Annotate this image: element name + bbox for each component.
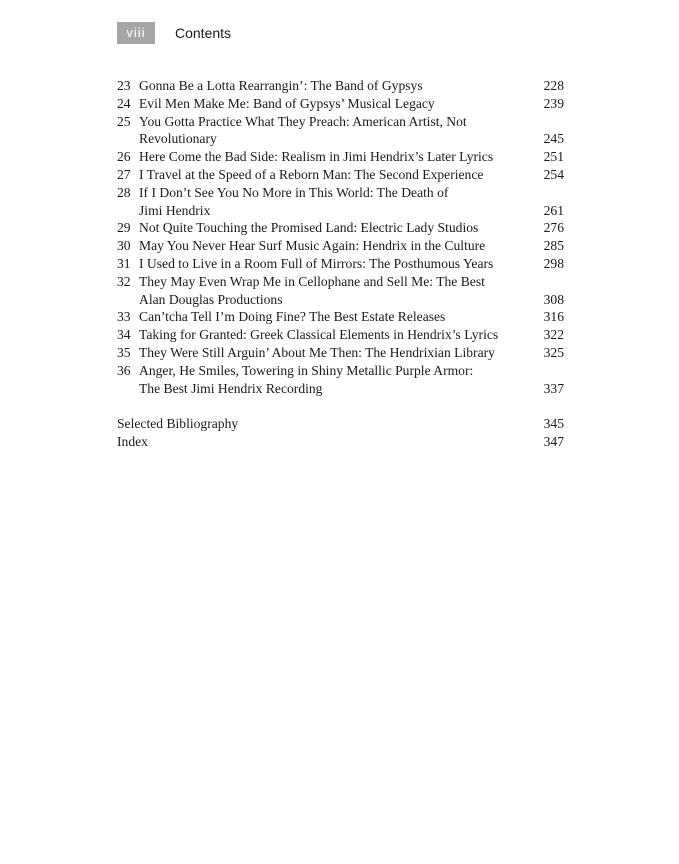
chapter-number: 33 — [117, 309, 131, 325]
chapter-title: They May Even Wrap Me in Cellophane and Sell Me: The Best Alan Douglas Productions — [139, 273, 485, 307]
toc-entry — [117, 113, 564, 149]
chapter-number: 23 — [117, 78, 131, 93]
chapter-title: They Were Still Arguin’ About Me Then: The Hendrixian Library — [139, 344, 495, 360]
page-number: 254 — [543, 166, 564, 182]
chapter-list — [117, 77, 564, 397]
running-head: Contents — [175, 25, 232, 41]
chapter-number: 24 — [117, 95, 131, 111]
chapter-title: Gonna Be a Lotta Rearrangin’: The Band of Gypsys — [139, 78, 423, 93]
chapter-title: You Gotta Practice What They Preach: American Artist, Not Revolutionary — [139, 113, 467, 147]
page-number: 316 — [543, 309, 564, 325]
chapter-number: 30 — [117, 238, 131, 254]
page-number-folio: viii — [117, 22, 155, 44]
chapter-title: Can’tcha Tell I’m Doing Fine? The Best Estate Releases — [139, 309, 446, 325]
page-number: 228 — [543, 78, 564, 93]
page-number: 308 — [543, 291, 564, 307]
chapter-title: Not Quite Touching the Promised Land: Electric Lady Studios — [139, 220, 479, 236]
page-number: 261 — [543, 202, 564, 218]
toc-entry — [117, 77, 564, 95]
chapter-title: I Used to Live in a Room Full of Mirrors: The Posthumous Years — [139, 255, 494, 271]
toc-entry — [117, 326, 564, 344]
toc-entry — [117, 166, 564, 184]
toc-entry — [117, 255, 564, 273]
chapter-number: 36 — [117, 362, 131, 378]
toc-entry — [117, 148, 564, 166]
chapter-number: 28 — [117, 184, 131, 200]
table-of-contents — [117, 77, 564, 451]
chapter-number: 35 — [117, 344, 131, 360]
chapter-number: 34 — [117, 327, 131, 343]
page-number: 322 — [543, 327, 564, 343]
toc-entry — [117, 237, 564, 255]
chapter-number: 25 — [117, 113, 131, 129]
page-number: 298 — [543, 255, 564, 271]
backmatter-title: Selected Bibliography — [117, 416, 239, 432]
chapter-number: 26 — [117, 149, 131, 165]
toc-entry — [117, 219, 564, 237]
page-number: 276 — [543, 220, 564, 236]
page-number: 325 — [543, 344, 564, 360]
page-number: 345 — [543, 416, 564, 432]
backmatter-list — [117, 415, 564, 451]
chapter-title: Evil Men Make Me: Band of Gypsys’ Musical Legacy — [139, 95, 435, 111]
toc-entry — [117, 273, 564, 309]
toc-entry — [117, 308, 564, 326]
backmatter-entry — [117, 415, 564, 433]
backmatter-title: Index — [117, 433, 148, 449]
toc-entry — [117, 362, 564, 398]
page-header — [117, 22, 231, 44]
toc-entry — [117, 184, 564, 220]
chapter-number: 27 — [117, 166, 131, 182]
toc-entry — [117, 95, 564, 113]
page-number: 337 — [543, 380, 564, 396]
chapter-number: 31 — [117, 255, 131, 271]
chapter-title: Anger, He Smiles, Towering in Shiny Metallic Purple Armor: The Best Jimi Hendrix Recording — [139, 362, 474, 396]
chapter-number: 32 — [117, 273, 131, 289]
backmatter-entry — [117, 433, 564, 451]
page-number: 245 — [543, 131, 564, 147]
chapter-title: I Travel at the Speed of a Reborn Man: The Second Experience — [139, 166, 484, 182]
chapter-title: Taking for Granted: Greek Classical Elements in Hendrix’s Lyrics — [139, 327, 499, 343]
toc-entry — [117, 344, 564, 362]
page-number: 239 — [543, 95, 564, 111]
chapter-title: May You Never Hear Surf Music Again: Hendrix in the Culture — [139, 238, 486, 254]
page-number: 347 — [543, 433, 564, 449]
page-number: 251 — [543, 149, 564, 165]
chapter-title: If I Don’t See You No More in This World: The Death of Jimi Hendrix — [139, 184, 449, 218]
page-number: 285 — [543, 238, 564, 254]
chapter-title: Here Come the Bad Side: Realism in Jimi Hendrix’s Later Lyrics — [139, 149, 494, 165]
chapter-number: 29 — [117, 220, 131, 236]
